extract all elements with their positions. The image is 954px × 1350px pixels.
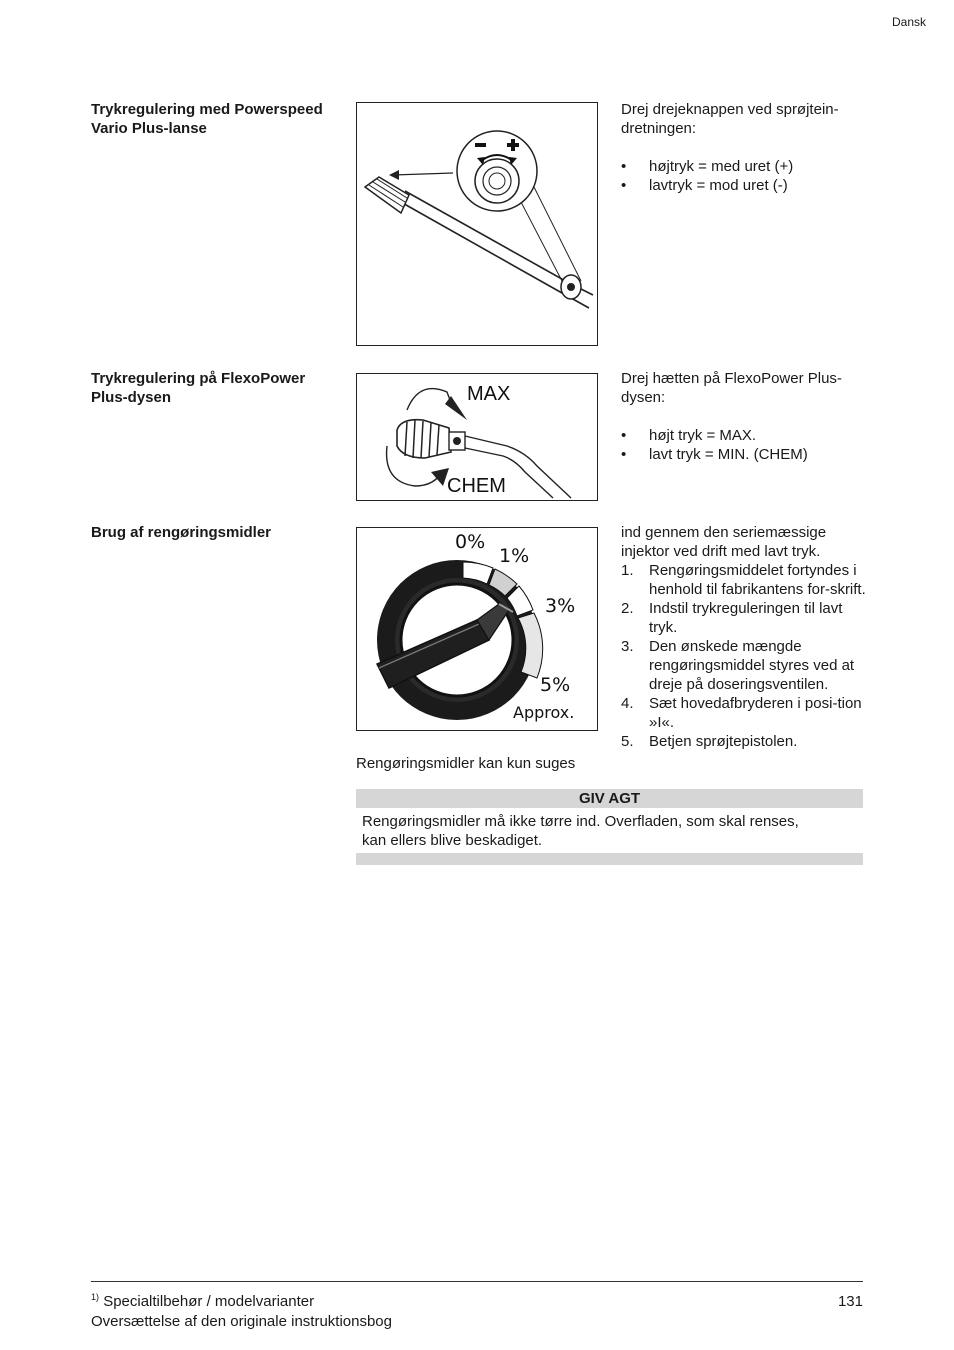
detergent-intro: ind gennem den seriemæssige injektor ved drift med lavt tryk. (621, 524, 827, 560)
detergent-step-list (621, 561, 866, 751)
minus-icon (475, 143, 486, 147)
flexopower-instructions (621, 369, 866, 464)
vario-bullet-low: • lavtryk = mod uret (-) (621, 176, 866, 195)
figure-flexopower-nozzle (356, 373, 598, 501)
figure-vario-lance (356, 102, 598, 346)
language-label: Dansk (891, 15, 926, 29)
footer-subtitle: Oversættelse af den originale instruktionsbog (91, 1313, 392, 1330)
vario-instructions (621, 100, 866, 195)
footnote-text: Specialtilbehør / modelvarianter (103, 1293, 315, 1310)
detergent-step-2: 2. Indstil trykreguleringen til lavt tryk. (621, 600, 843, 636)
detergent-step-5: 5. Betjen sprøjtepistolen. (621, 733, 798, 750)
flexopower-intro: Drej hætten på FlexoPower Plus-dysen: (621, 370, 842, 406)
section-heading-flexopower: Trykregulering på FlexoPower Plus-dysen (91, 370, 306, 406)
notice-bottom-bar (356, 853, 863, 865)
figure-dosing-dial (356, 527, 598, 731)
flexopower-bullet-list (621, 426, 866, 464)
section-heading-detergent: Brug af rengøringsmidler (91, 524, 272, 541)
vario-bullet-high: • højtryk = med uret (+) (621, 157, 866, 176)
notice-text-line-1: Rengøringsmidler må ikke tørre ind. Overfladen, som skal renses, (362, 813, 799, 830)
dial-label-5: 5% (540, 674, 571, 696)
section-heading-vario: Trykregulering med Powerspeed Vario Plus-lanse (91, 101, 323, 137)
flexopower-bullet-low: • lavt tryk = MIN. (CHEM) (621, 445, 866, 464)
dial-label-1: 1% (499, 545, 530, 567)
footnote-mark: 1) (91, 1292, 100, 1302)
notice-title: GIV AGT (356, 789, 863, 808)
detergent-step-1: 1. Rengøringsmiddelet fortyndes i henhold til fabrikantens for-skrift. (621, 562, 866, 598)
notice-text-line-2: kan ellers blive beskadiget. (362, 832, 543, 849)
vario-lance-illustration (357, 103, 597, 345)
chem-label: CHEM (447, 475, 506, 497)
vario-bullet-list (621, 157, 866, 195)
page-number: 131 (837, 1293, 863, 1310)
detergent-instructions (621, 523, 866, 751)
dial-label-approx: Approx. (513, 703, 575, 722)
flexopower-illustration (357, 374, 597, 500)
dial-label-3: 3% (545, 595, 576, 617)
footer-footnote (91, 1292, 591, 1311)
detergent-caption: Rengøringsmidler kan kun suges (356, 755, 576, 772)
detergent-step-4: 4. Sæt hovedafbryderen i posi-tion »I«. (621, 695, 862, 731)
footer-divider (91, 1281, 863, 1282)
dial-label-0: 0% (455, 531, 486, 553)
vario-intro: Drej drejeknappen ved sprøjtein-dretningen: (621, 101, 839, 137)
notice-text (362, 812, 857, 850)
nozzle-icon (365, 177, 409, 213)
nozzle-cap-icon (397, 420, 465, 458)
flexopower-bullet-high: • højt tryk = MAX. (621, 426, 866, 445)
max-label: MAX (467, 383, 511, 405)
dosing-dial-illustration (357, 528, 597, 730)
detergent-step-3: 3. Den ønskede mængde rengøringsmiddel styres ved at dreje på doseringsventilen. (621, 638, 855, 693)
